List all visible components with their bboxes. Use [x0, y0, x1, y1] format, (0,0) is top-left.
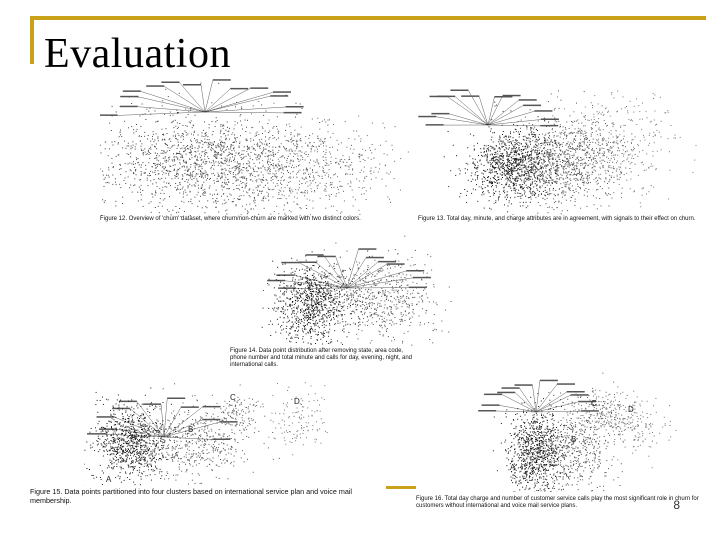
top-accent-line — [30, 16, 706, 20]
figure-13-plot — [418, 80, 708, 215]
point-cloud — [546, 91, 697, 208]
point-cloud — [567, 373, 635, 442]
point-cloud — [141, 101, 410, 217]
figure-12-plot — [100, 72, 410, 217]
point-cloud — [207, 385, 283, 435]
point-cloud — [493, 393, 593, 492]
figure-15-plot — [84, 382, 374, 486]
attribute-anchors — [100, 79, 304, 116]
cluster-label: A — [510, 463, 516, 472]
cluster-label: C — [591, 399, 597, 408]
figure-14-caption: Figure 14. Data point distribution after removing state, area code, phone number and total minute and calls for day, evening, night, and international calls. — [230, 348, 413, 368]
cluster-label: B — [571, 435, 577, 444]
figure-15-caption: Figure 15. Data points partitioned into four clusters based on international service plan and voice mail membership. — [30, 487, 353, 505]
point-cloud — [84, 388, 190, 487]
point-cloud — [262, 251, 368, 346]
figure-12-caption: Figure 12. Overview of 'churn' dataset, where churn/non-churn are marked with two distinct colors. — [100, 216, 361, 222]
point-cloud — [118, 383, 280, 486]
figure-15 — [84, 382, 374, 486]
cluster-label: C — [230, 393, 236, 402]
figure-16 — [476, 372, 720, 492]
cluster-label: D — [294, 397, 300, 406]
figure-16-plot — [476, 372, 720, 492]
figure-13 — [418, 80, 708, 220]
left-accent-line — [30, 16, 34, 64]
slide-title: Evaluation — [44, 31, 231, 77]
point-cloud — [479, 80, 656, 215]
figure-13-caption: Figure 13. Total day, minute, and charge attributes are in agreement, with signals to their effect on churn. — [418, 216, 696, 222]
cluster-label: B — [188, 425, 194, 434]
point-cloud — [100, 72, 375, 217]
figure-14 — [252, 228, 452, 348]
attribute-anchors — [87, 398, 238, 441]
attribute-anchors — [478, 380, 599, 412]
figure-16-caption: Figure 16. Total day charge and number of customer service calls play the most significant role in churn for customers without international and voice mail service plans. — [416, 496, 699, 509]
figure-14-plot — [252, 228, 452, 346]
cluster-label: D — [628, 405, 634, 414]
point-cloud — [604, 386, 677, 468]
figure-12 — [100, 72, 410, 222]
point-cloud — [268, 382, 327, 455]
cluster-label: A — [106, 475, 112, 484]
slide-number: 8 — [673, 498, 680, 512]
bottom-accent-line — [386, 486, 416, 489]
